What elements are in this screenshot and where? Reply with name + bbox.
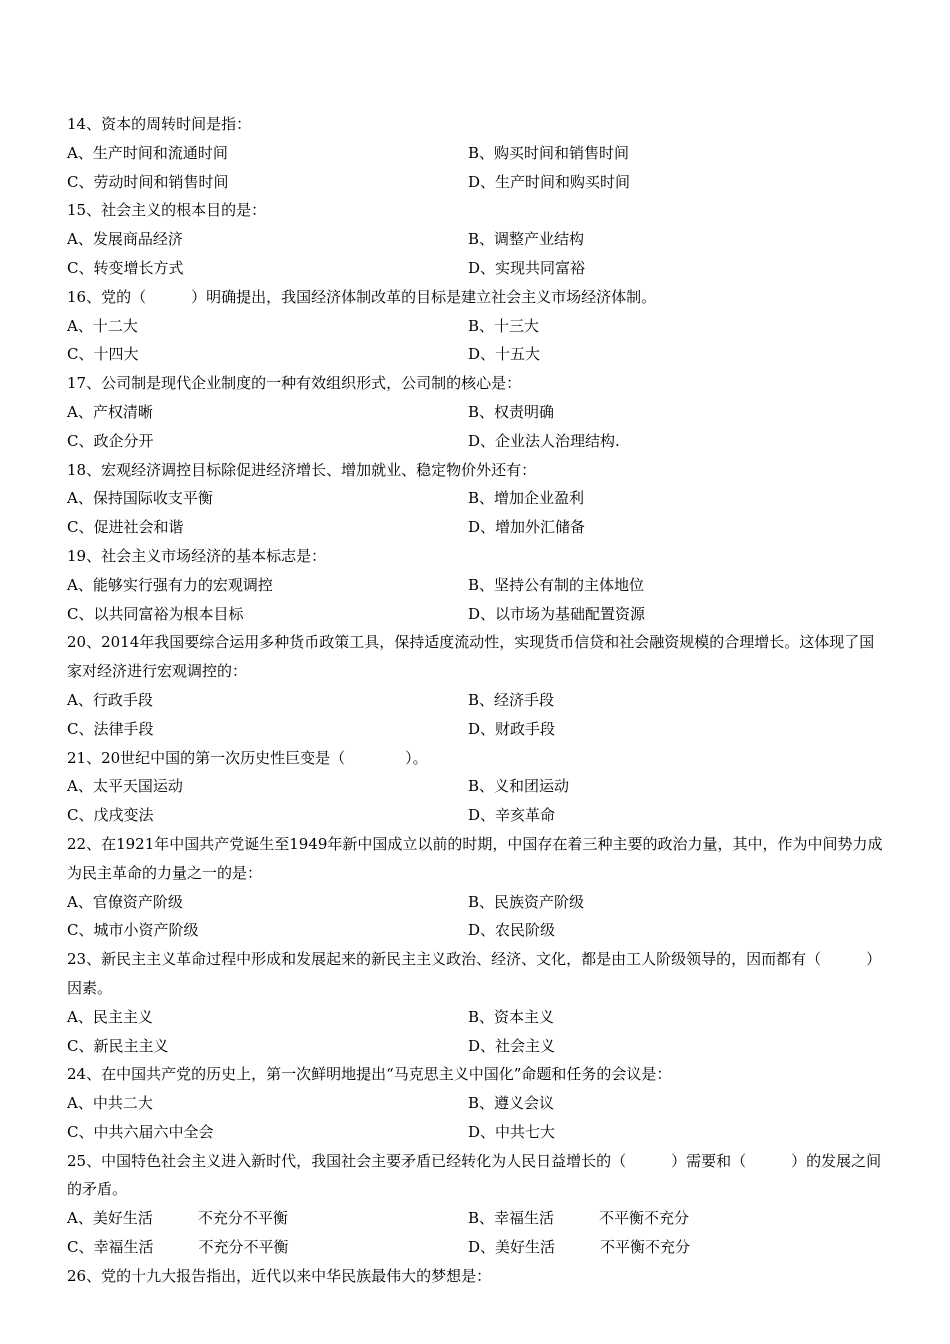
options-row bbox=[67, 571, 887, 600]
options-row bbox=[67, 254, 887, 283]
question-stem: 17、公司制是现代企业制度的一种有效组织形式，公司制的核心是： bbox=[67, 374, 522, 393]
answer-option: B、增加企业盈利 bbox=[468, 489, 585, 508]
answer-option: A、中共二大 bbox=[67, 1094, 153, 1113]
answer-option: D、美好生活 不平衡不充分 bbox=[468, 1238, 691, 1257]
answer-option: B、遵义会议 bbox=[468, 1094, 555, 1113]
question-stem: 18、宏观经济调控目标除促进经济增长、增加就业、稳定物价外还有： bbox=[67, 460, 537, 479]
answer-option: C、法律手段 bbox=[67, 719, 154, 738]
question-stem: 23、新民主主义革命过程中形成和发展起来的新民主主义政治、经济、文化，都是由工人阶级领导的，因而都有（ ）因素。 bbox=[67, 950, 882, 997]
answer-option: D、社会主义 bbox=[468, 1036, 556, 1055]
answer-option: A、十二大 bbox=[67, 316, 138, 335]
question-stem: 26、党的十九大报告指出，近代以来中华民族最伟大的梦想是： bbox=[67, 1266, 492, 1285]
answer-option: D、农民阶级 bbox=[468, 921, 556, 940]
question-stem: 22、在1921年中国共产党诞生至1949年新中国成立以前的时期，中国存在着三种主要的政治力量，其中，作为中间势力成为民主革命的力量之一的是： bbox=[67, 834, 883, 882]
question-block bbox=[67, 945, 887, 1060]
question-block bbox=[67, 110, 887, 196]
answer-option: A、官僚资产阶级 bbox=[67, 892, 183, 911]
question-stem: 15、社会主义的根本目的是： bbox=[67, 201, 267, 220]
answer-option: A、生产时间和流通时间 bbox=[67, 143, 228, 162]
options-row bbox=[67, 312, 887, 341]
answer-option: A、发展商品经济 bbox=[67, 230, 183, 249]
options-row bbox=[67, 1233, 887, 1262]
answer-option: C、中共六届六中全会 bbox=[67, 1122, 214, 1141]
answer-option: C、新民主主义 bbox=[67, 1036, 169, 1055]
question-block bbox=[67, 1147, 887, 1262]
answer-option: B、十三大 bbox=[468, 316, 540, 335]
answer-option: A、保持国际收支平衡 bbox=[67, 489, 213, 508]
answer-option: A、能够实行强有力的宏观调控 bbox=[67, 575, 273, 594]
question-stem: 20、2014年我国要综合运用多种货币政策工具，保持适度流动性，实现货币信贷和社会融资规模的合理增长。这体现了国家对经济进行宏观调控的： bbox=[67, 633, 875, 681]
answer-option: C、政企分开 bbox=[67, 431, 154, 450]
answer-option: B、坚持公有制的主体地位 bbox=[468, 575, 645, 594]
answer-option: B、调整产业结构 bbox=[468, 230, 585, 249]
answer-option: C、戊戌变法 bbox=[67, 806, 154, 825]
answer-option: B、资本主义 bbox=[468, 1007, 555, 1026]
question-stem: 19、社会主义市场经济的基本标志是： bbox=[67, 546, 327, 565]
options-row bbox=[67, 427, 887, 456]
answer-option: D、增加外汇储备 bbox=[468, 518, 586, 537]
answer-option: A、产权清晰 bbox=[67, 402, 153, 421]
answer-option: A、美好生活 不充分不平衡 bbox=[67, 1209, 288, 1228]
question-block bbox=[67, 456, 887, 542]
question-block bbox=[67, 1060, 887, 1146]
question-block bbox=[67, 830, 887, 945]
options-row bbox=[67, 225, 887, 254]
question-block bbox=[67, 196, 887, 282]
options-row bbox=[67, 888, 887, 917]
question-block bbox=[67, 744, 887, 830]
answer-option: B、经济手段 bbox=[468, 690, 555, 709]
answer-option: D、生产时间和购买时间 bbox=[468, 172, 631, 191]
question-stem: 21、20世纪中国的第一次历史性巨变是（ ）。 bbox=[67, 748, 428, 767]
options-row bbox=[67, 168, 887, 197]
question-block bbox=[67, 542, 887, 628]
answer-option: D、企业法人治理结构. bbox=[468, 431, 620, 450]
question-block bbox=[67, 283, 887, 369]
answer-option: C、转变增长方式 bbox=[67, 258, 184, 277]
options-row bbox=[67, 1003, 887, 1032]
options-row bbox=[67, 686, 887, 715]
answer-option: D、十五大 bbox=[468, 345, 541, 364]
answer-option: B、权责明确 bbox=[468, 402, 555, 421]
answer-option: D、实现共同富裕 bbox=[468, 258, 586, 277]
question-block bbox=[67, 628, 887, 743]
answer-option: C、幸福生活 不充分不平衡 bbox=[67, 1238, 289, 1257]
answer-option: C、促进社会和谐 bbox=[67, 518, 184, 537]
options-row bbox=[67, 340, 887, 369]
options-row bbox=[67, 801, 887, 830]
question-block bbox=[67, 369, 887, 455]
question-stem: 14、资本的周转时间是指： bbox=[67, 115, 252, 133]
answer-option: A、民主主义 bbox=[67, 1007, 153, 1026]
answer-option: D、中共七大 bbox=[468, 1122, 556, 1141]
answer-option: C、以共同富裕为根本目标 bbox=[67, 604, 244, 623]
options-row bbox=[67, 484, 887, 513]
exam-page bbox=[67, 110, 887, 1291]
question-block bbox=[67, 1262, 887, 1291]
answer-option: B、幸福生活 不平衡不充分 bbox=[468, 1209, 690, 1228]
answer-option: B、义和团运动 bbox=[468, 777, 570, 796]
answer-option: D、财政手段 bbox=[468, 719, 556, 738]
options-row bbox=[67, 139, 887, 168]
options-row bbox=[67, 1089, 887, 1118]
options-row bbox=[67, 1118, 887, 1147]
options-row bbox=[67, 398, 887, 427]
options-row bbox=[67, 772, 887, 801]
question-stem: 24、在中国共产党的历史上，第一次鲜明地提出“马克思主义中国化”命题和任务的会议是： bbox=[67, 1065, 672, 1084]
question-stem: 25、中国特色社会主义进入新时代，我国社会主要矛盾已经转化为人民日益增长的（ ）需要和（ ）的发展之间的矛盾。 bbox=[67, 1151, 882, 1199]
answer-option: A、太平天国运动 bbox=[67, 777, 183, 796]
answer-option: A、行政手段 bbox=[67, 690, 153, 709]
answer-option: B、民族资产阶级 bbox=[468, 892, 585, 911]
answer-option: B、购买时间和销售时间 bbox=[468, 143, 630, 162]
options-row bbox=[67, 1032, 887, 1061]
answer-option: D、辛亥革命 bbox=[468, 806, 556, 825]
answer-option: C、城市小资产阶级 bbox=[67, 921, 199, 940]
options-row bbox=[67, 715, 887, 744]
options-row bbox=[67, 600, 887, 629]
answer-option: C、十四大 bbox=[67, 345, 139, 364]
options-row bbox=[67, 916, 887, 945]
options-row bbox=[67, 513, 887, 542]
answer-option: C、劳动时间和销售时间 bbox=[67, 172, 229, 191]
options-row bbox=[67, 1204, 887, 1233]
answer-option: D、以市场为基础配置资源 bbox=[468, 604, 646, 623]
question-stem: 16、党的（ ）明确提出，我国经济体制改革的目标是建立社会主义市场经济体制。 bbox=[67, 287, 657, 306]
